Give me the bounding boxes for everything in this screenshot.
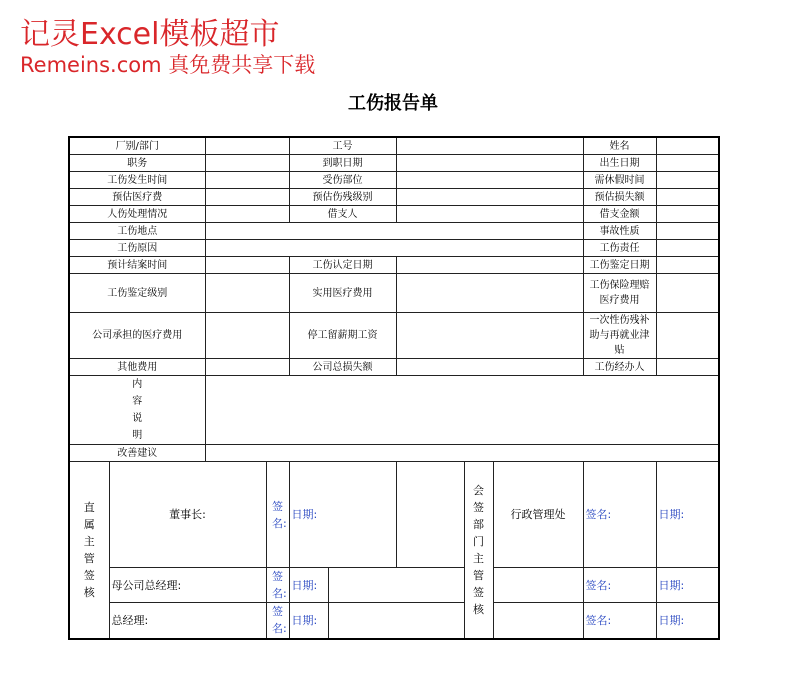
row-location: [69, 223, 719, 240]
label-employee-id: 工号: [289, 137, 396, 155]
label-injury-time: 工伤发生时间: [69, 172, 205, 189]
value-insurance-claim[interactable]: [656, 274, 719, 313]
value-gm-admin[interactable]: [493, 603, 583, 639]
label-gm-admin-date: 日期:: [656, 603, 719, 639]
label-appraisal-level: 工伤鉴定级别: [69, 274, 205, 313]
label-chairman: 董事长:: [109, 462, 266, 568]
watermark-line1: 记灵Excel模板超市: [20, 17, 280, 52]
watermark-line2: Remeins.com 真免费共享下载: [20, 53, 316, 77]
value-parent-gm-date[interactable]: [328, 568, 464, 603]
value-appraisal-level[interactable]: [205, 274, 289, 313]
row-sign-gm: [69, 603, 719, 639]
label-closing-time: 预计结案时间: [69, 257, 205, 274]
label-responsibility: 工伤责任: [583, 240, 656, 257]
label-leave-time: 需休假时间: [583, 172, 656, 189]
value-borrower[interactable]: [396, 206, 583, 223]
label-est-loss: 预估损失额: [583, 189, 656, 206]
label-cause: 工伤原因: [69, 240, 205, 257]
label-hire-date: 到职日期: [289, 155, 396, 172]
label-est-disability: 预估伤残级别: [289, 189, 396, 206]
label-location: 工伤地点: [69, 223, 205, 240]
row-cause: [69, 240, 719, 257]
value-birth-date[interactable]: [656, 155, 719, 172]
label-gm: 总经理:: [109, 603, 266, 639]
row-injury-time: [69, 172, 719, 189]
label-injury-part: 受伤部位: [289, 172, 396, 189]
label-parent-gm-sign: 签名:: [266, 568, 289, 603]
value-department[interactable]: [205, 137, 289, 155]
label-recognition-date: 工伤认定日期: [289, 257, 396, 274]
value-company-medical[interactable]: [205, 313, 289, 359]
label-admin-date: 日期:: [656, 462, 719, 568]
value-other-cost[interactable]: [205, 359, 289, 376]
label-birth-date: 出生日期: [583, 155, 656, 172]
row-content: [69, 376, 719, 445]
value-parent-gm-admin[interactable]: [493, 568, 583, 603]
value-leave-time[interactable]: [656, 172, 719, 189]
value-appraisal-date[interactable]: [656, 257, 719, 274]
value-borrow-amount[interactable]: [656, 206, 719, 223]
row-sign-parent-gm: [69, 568, 719, 603]
value-injury-part[interactable]: [396, 172, 583, 189]
label-handling: 人伤处理情况: [69, 206, 205, 223]
row-department: [69, 137, 719, 155]
row-other: [69, 359, 719, 376]
label-content-description: 内容说明: [69, 376, 205, 445]
label-parent-gm: 母公司总经理:: [109, 568, 266, 603]
label-direct-supervisor: 直属主管签核: [69, 462, 109, 639]
value-content-description[interactable]: [205, 376, 719, 445]
label-chairman-date: 日期:: [289, 462, 396, 568]
value-name[interactable]: [656, 137, 719, 155]
value-total-loss[interactable]: [396, 359, 583, 376]
label-handler: 工伤经办人: [583, 359, 656, 376]
label-est-medical: 预估医疗费: [69, 189, 205, 206]
value-leave-wage[interactable]: [396, 313, 583, 359]
label-name: 姓名: [583, 137, 656, 155]
value-handling[interactable]: [205, 206, 289, 223]
label-gm-date: 日期:: [289, 603, 328, 639]
value-actual-medical[interactable]: [396, 274, 583, 313]
label-suggestion: 改善建议: [69, 445, 205, 462]
row-closing: [69, 257, 719, 274]
row-position: [69, 155, 719, 172]
label-other-cost: 其他费用: [69, 359, 205, 376]
row-estimated-cost: [69, 189, 719, 206]
value-closing-time[interactable]: [205, 257, 289, 274]
value-est-disability[interactable]: [396, 189, 583, 206]
value-chairman-date[interactable]: [396, 462, 464, 568]
label-actual-medical: 实用医疗费用: [289, 274, 396, 313]
label-leave-wage: 停工留薪期工资: [289, 313, 396, 359]
row-suggestion: [69, 445, 719, 462]
label-total-loss: 公司总损失额: [289, 359, 396, 376]
row-company-cost: [69, 313, 719, 359]
injury-report-form: [68, 136, 720, 640]
label-appraisal-date: 工伤鉴定日期: [583, 257, 656, 274]
label-meeting-supervisor: 会签部门主管签核: [464, 462, 493, 639]
label-accident-nature: 事故性质: [583, 223, 656, 240]
value-gm-date[interactable]: [328, 603, 464, 639]
value-one-time-subsidy[interactable]: [656, 313, 719, 359]
value-est-medical[interactable]: [205, 189, 289, 206]
value-location[interactable]: [205, 223, 583, 240]
value-suggestion[interactable]: [205, 445, 719, 462]
value-position[interactable]: [205, 155, 289, 172]
label-company-medical: 公司承担的医疗费用: [69, 313, 205, 359]
label-borrow-amount: 借支金额: [583, 206, 656, 223]
label-admin-sign: 签名:: [583, 462, 656, 568]
label-borrower: 借支人: [289, 206, 396, 223]
label-chairman-sign: 签名:: [266, 462, 289, 568]
row-sign-chairman: [69, 462, 719, 568]
label-insurance-claim: 工伤保险理赔医疗费用: [583, 274, 656, 313]
value-injury-time[interactable]: [205, 172, 289, 189]
label-department: 厂别/部门: [69, 137, 205, 155]
value-est-loss[interactable]: [656, 189, 719, 206]
label-parent-gm-admin-date: 日期:: [656, 568, 719, 603]
label-admin-office: 行政管理处: [493, 462, 583, 568]
label-one-time-subsidy: 一次性伤残补助与再就业津贴: [583, 313, 656, 359]
value-employee-id[interactable]: [396, 137, 583, 155]
label-parent-gm-date: 日期:: [289, 568, 328, 603]
value-accident-nature[interactable]: [656, 223, 719, 240]
row-handling: [69, 206, 719, 223]
value-hire-date[interactable]: [396, 155, 583, 172]
page-title: 工伤报告单: [348, 93, 438, 114]
label-position: 职务: [69, 155, 205, 172]
value-responsibility[interactable]: [656, 240, 719, 257]
value-cause[interactable]: [205, 240, 583, 257]
row-appraisal: [69, 274, 719, 313]
label-parent-gm-admin-sign: 签名:: [583, 568, 656, 603]
value-recognition-date[interactable]: [396, 257, 583, 274]
label-gm-sign: 签名:: [266, 603, 289, 639]
value-handler[interactable]: [656, 359, 719, 376]
label-gm-admin-sign: 签名:: [583, 603, 656, 639]
